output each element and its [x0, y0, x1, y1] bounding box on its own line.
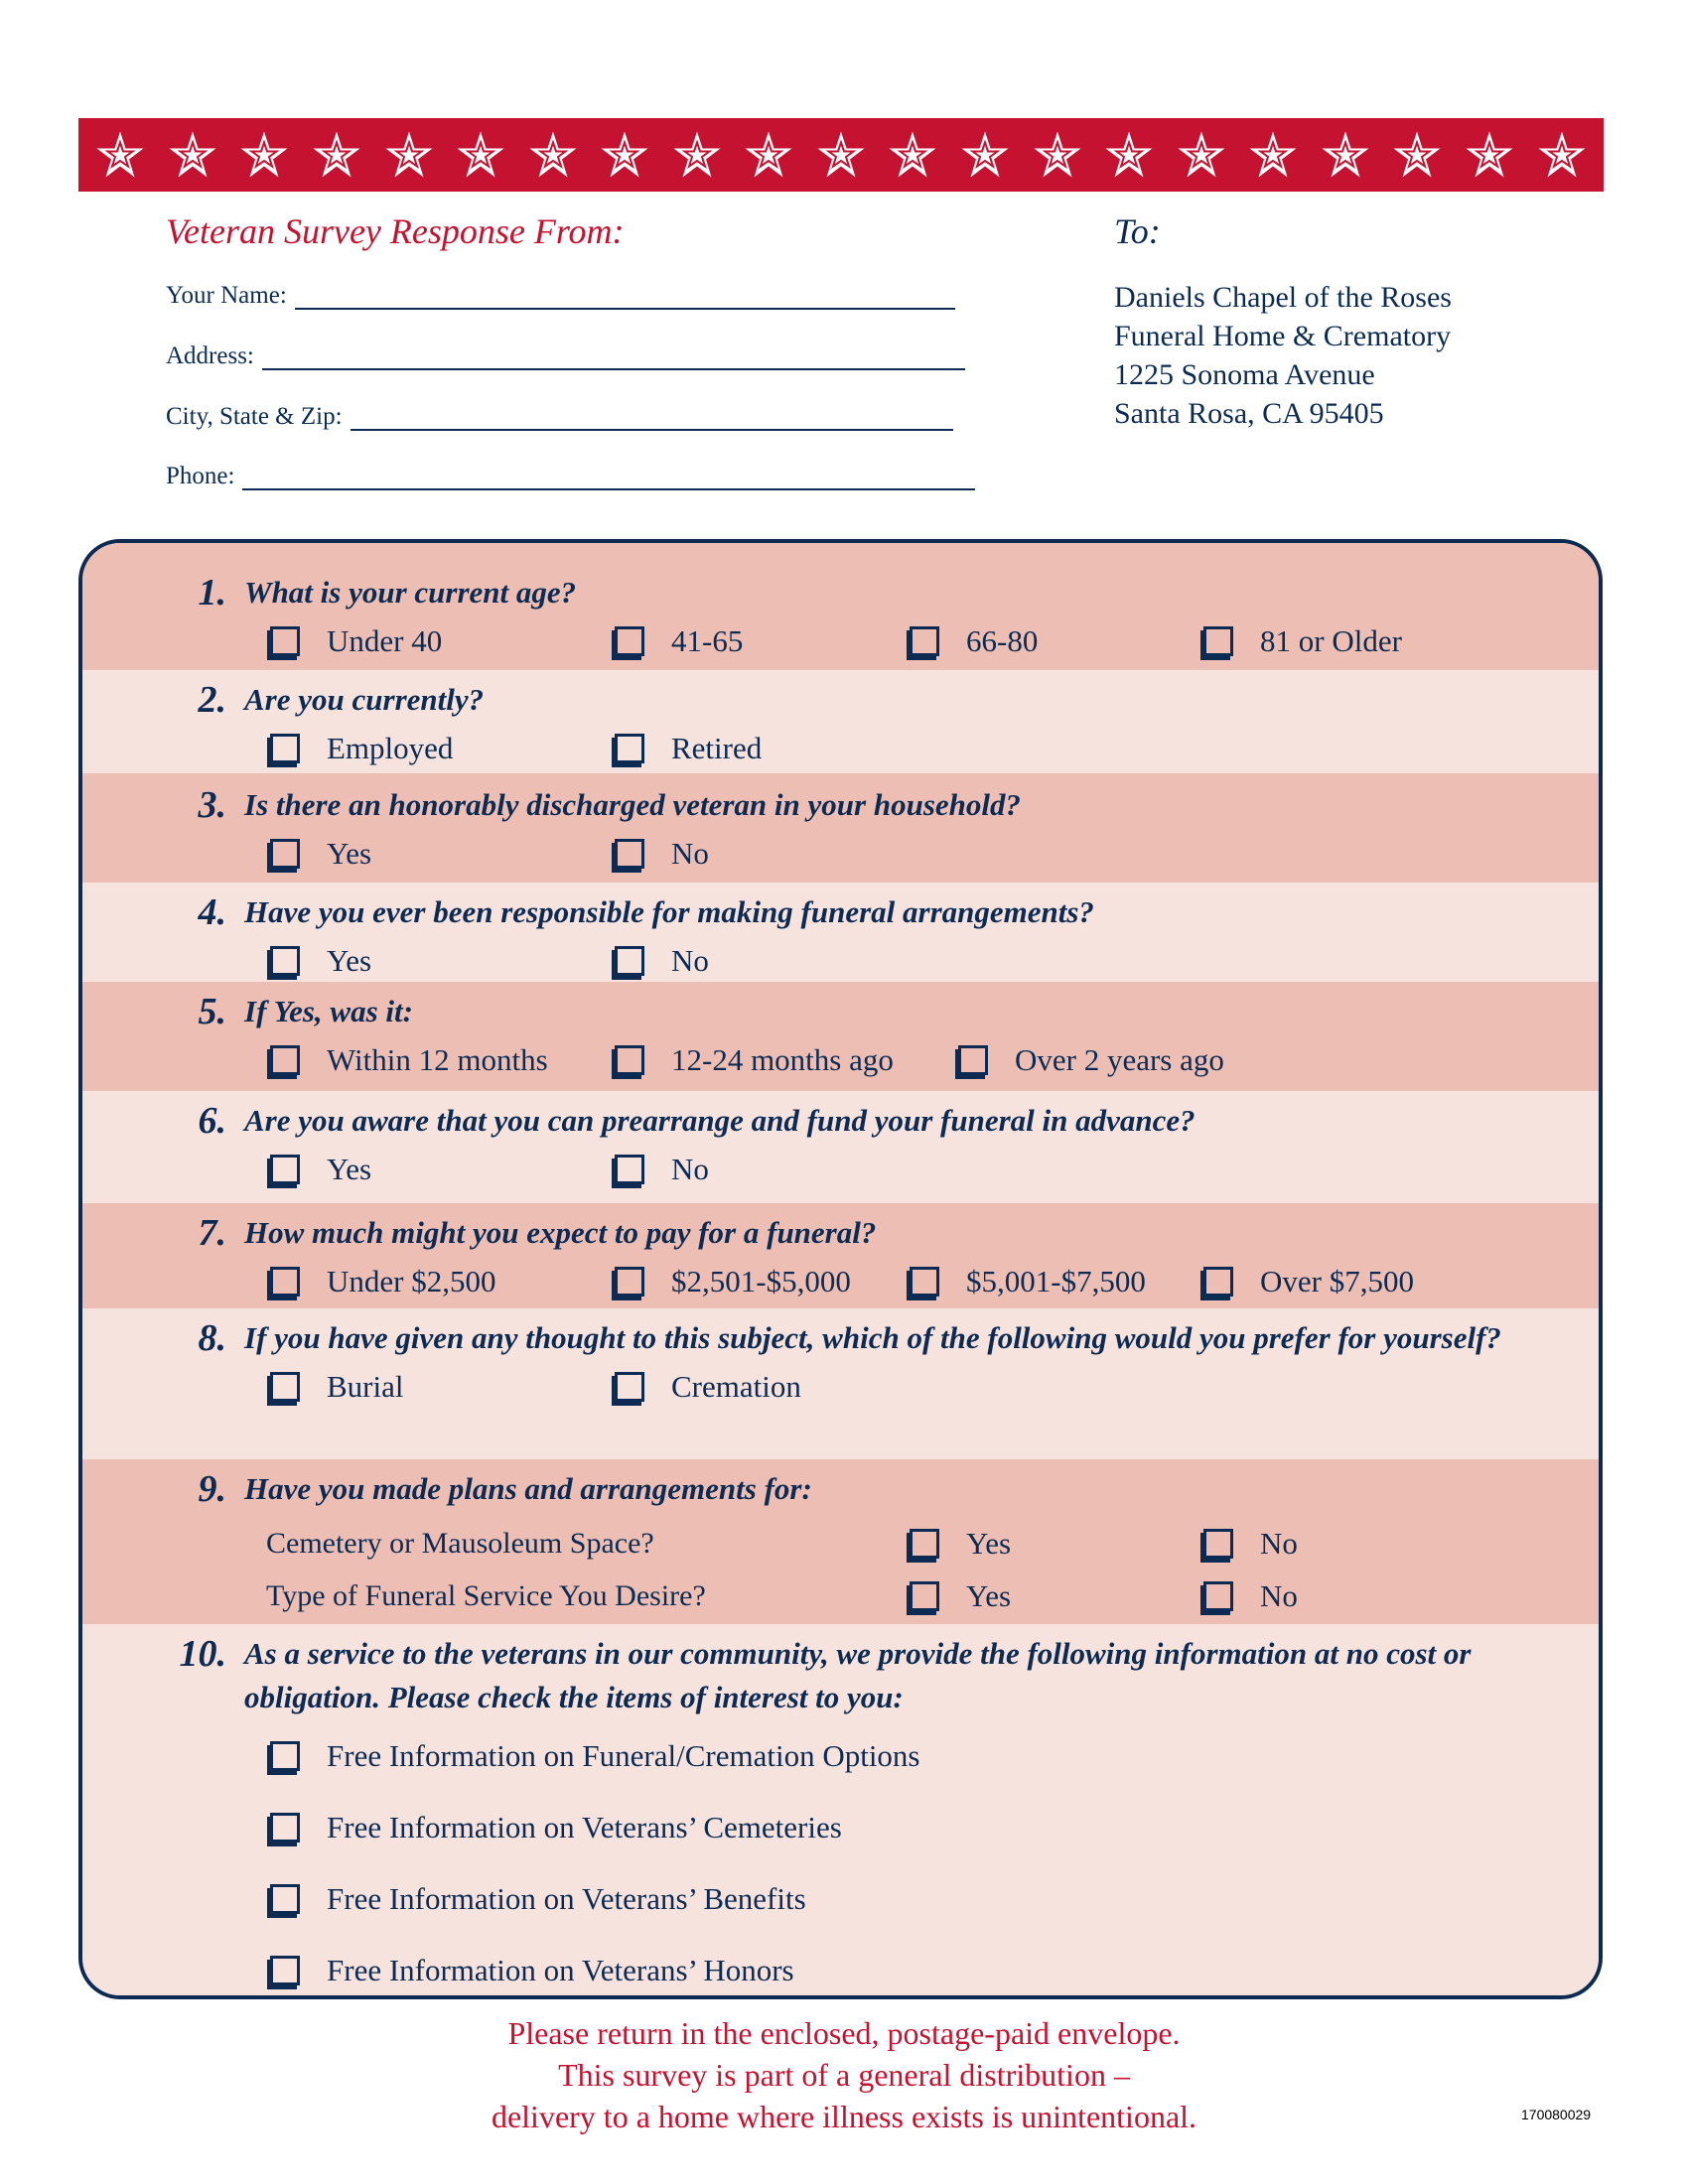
- star-icon: [600, 130, 649, 180]
- option-checkbox[interactable]: [266, 1143, 371, 1195]
- option-label: Yes: [966, 1525, 1012, 1561]
- option-label: Yes: [966, 1577, 1012, 1613]
- option-checkbox[interactable]: [1199, 1255, 1414, 1307]
- question-text: [82, 1467, 1599, 1511]
- question-row: [82, 1624, 1599, 1999]
- phone-field: [166, 463, 975, 490]
- to-title: To:: [1114, 211, 1161, 251]
- checkbox[interactable]: [270, 1372, 300, 1402]
- option-checkbox[interactable]: [611, 1033, 894, 1086]
- option-checkbox[interactable]: [266, 934, 371, 987]
- star-icon: [672, 130, 722, 180]
- option-label: Free Information on Funeral/Cremation Options: [327, 1737, 920, 1773]
- question-number: 9.: [198, 1468, 226, 1510]
- city-state-zip-input[interactable]: [351, 403, 953, 431]
- question-number: 3.: [198, 784, 226, 826]
- address-line: Santa Rosa, CA 95405: [1114, 397, 1384, 430]
- phone-label: Phone:: [166, 463, 235, 489]
- options-line: [82, 1143, 1599, 1195]
- from-title: Veteran Survey Response From:: [166, 211, 625, 251]
- interest-checkbox[interactable]: [266, 1944, 794, 1996]
- option-checkbox[interactable]: [954, 1033, 1224, 1086]
- question-text: [82, 1316, 1599, 1360]
- checkbox[interactable]: [910, 626, 939, 656]
- question-text: [82, 1632, 1599, 1719]
- option-checkbox[interactable]: [266, 722, 453, 774]
- checkbox[interactable]: [270, 1155, 300, 1184]
- city-state-zip-label: City, State & Zip:: [166, 403, 343, 430]
- star-icon: [1177, 130, 1226, 180]
- address-line: Funeral Home & Crematory: [1114, 320, 1452, 352]
- name-field: [166, 282, 955, 310]
- option-label: $2,501-$5,000: [671, 1263, 851, 1298]
- checkbox[interactable]: [270, 1813, 300, 1843]
- checkbox[interactable]: [615, 1372, 644, 1402]
- star-icon: [1392, 130, 1442, 180]
- star-icon: [312, 130, 361, 180]
- checkbox[interactable]: [270, 1884, 300, 1914]
- question-row: [82, 670, 1599, 773]
- option-checkbox[interactable]: [611, 614, 743, 667]
- address-field: [166, 342, 965, 370]
- option-label: Within 12 months: [327, 1041, 548, 1077]
- checkbox[interactable]: [615, 839, 644, 869]
- option-label: No: [671, 835, 709, 871]
- question-label: If you have given any thought to this subject, which of the following would you prefer for yourself?: [244, 1320, 1501, 1355]
- question-number: 4.: [198, 891, 226, 933]
- question-label: As a service to the veterans in our community, we provide the following information at no cost or obligation. Please check the items of interest to you:: [244, 1636, 1472, 1714]
- checkbox[interactable]: [1203, 1267, 1233, 1297]
- option-label: Yes: [327, 1151, 372, 1186]
- star-icon: [1248, 130, 1298, 180]
- question-number: 2.: [198, 679, 226, 721]
- option-label: Under $2,500: [327, 1263, 496, 1298]
- option-checkbox[interactable]: [1199, 614, 1402, 667]
- checkbox[interactable]: [270, 1267, 300, 1297]
- interest-item: [82, 1944, 1599, 1999]
- checkbox[interactable]: [910, 1529, 939, 1559]
- star-icon: [528, 130, 578, 180]
- question-label: Have you made plans and arrangements for:: [244, 1471, 812, 1506]
- option-checkbox[interactable]: [266, 614, 442, 667]
- option-label: No: [1260, 1577, 1298, 1613]
- star-icon: [1465, 130, 1514, 180]
- star-icon: [744, 130, 793, 180]
- option-label: No: [671, 1151, 709, 1186]
- checkbox[interactable]: [1203, 1529, 1233, 1559]
- question-text: [82, 678, 1599, 722]
- star-icon: [95, 130, 145, 180]
- address-line: Daniels Chapel of the Roses: [1114, 281, 1452, 314]
- address-label: Address:: [166, 342, 254, 369]
- option-checkbox[interactable]: [906, 1517, 1011, 1570]
- checkbox[interactable]: [270, 1741, 300, 1771]
- option-checkbox[interactable]: [906, 1570, 1011, 1622]
- option-label: Yes: [327, 835, 372, 871]
- option-checkbox[interactable]: [266, 1255, 495, 1307]
- subquestion-line: [82, 1570, 1599, 1622]
- checkbox[interactable]: [615, 1267, 644, 1297]
- question-number: 8.: [198, 1317, 226, 1359]
- question-number: 6.: [198, 1100, 226, 1142]
- phone-input[interactable]: [242, 463, 975, 490]
- star-banner: [78, 118, 1604, 192]
- question-text: [82, 1099, 1599, 1143]
- question-number: 5.: [198, 991, 226, 1032]
- star-icon: [239, 130, 289, 180]
- option-checkbox[interactable]: [266, 827, 371, 880]
- option-checkbox[interactable]: [611, 1360, 801, 1413]
- question-label: Is there an honorably discharged veteran in your household?: [244, 787, 1021, 822]
- checkbox[interactable]: [910, 1581, 939, 1611]
- question-row: [82, 1308, 1599, 1459]
- question-row: [82, 543, 1599, 670]
- options-line: [82, 1033, 1599, 1086]
- question-label: If Yes, was it:: [244, 994, 413, 1028]
- name-input[interactable]: [295, 282, 955, 310]
- option-checkbox[interactable]: [611, 722, 762, 774]
- star-icon: [168, 130, 217, 180]
- question-label: Have you ever been responsible for making funeral arrangements?: [244, 894, 1094, 929]
- question-text: [82, 1211, 1599, 1255]
- checkbox[interactable]: [1203, 626, 1233, 656]
- star-icon: [456, 130, 505, 180]
- option-label: 12-24 months ago: [671, 1041, 894, 1077]
- options-line: [82, 1255, 1599, 1307]
- address-input[interactable]: [262, 342, 965, 370]
- interest-item: [82, 1801, 1599, 1872]
- option-checkbox[interactable]: [266, 1033, 548, 1086]
- city-state-zip-field: [166, 403, 953, 431]
- star-icon: [816, 130, 866, 180]
- question-label: What is your current age?: [244, 575, 577, 610]
- option-checkbox[interactable]: [906, 1255, 1146, 1307]
- star-icon: [1321, 130, 1370, 180]
- star-icon: [1033, 130, 1082, 180]
- question-row: [82, 1459, 1599, 1624]
- question-number: 7.: [198, 1212, 226, 1254]
- form-code: 170080029: [1521, 2107, 1592, 2122]
- option-label: Over 2 years ago: [1015, 1041, 1224, 1077]
- option-label: Free Information on Veterans’ Benefits: [327, 1880, 806, 1916]
- checkbox[interactable]: [270, 1045, 300, 1075]
- option-checkbox[interactable]: [611, 934, 709, 987]
- subquestion-label: Type of Funeral Service You Desire?: [266, 1578, 706, 1612]
- checkbox[interactable]: [270, 734, 300, 763]
- option-label: Over $7,500: [1260, 1263, 1414, 1298]
- options-line: [82, 827, 1599, 880]
- option-label: Free Information on Veterans’ Cemeteries: [327, 1809, 842, 1844]
- option-checkbox[interactable]: [611, 1143, 709, 1195]
- question-row: [82, 1203, 1599, 1308]
- checkbox[interactable]: [270, 626, 300, 656]
- option-label: 66-80: [966, 622, 1039, 658]
- survey-questions: [78, 539, 1603, 1999]
- question-row: [82, 773, 1599, 883]
- checkbox[interactable]: [615, 1045, 644, 1075]
- question-number: 10.: [179, 1633, 226, 1675]
- checkbox[interactable]: [615, 734, 644, 763]
- checkbox[interactable]: [958, 1045, 988, 1075]
- option-label: Free Information on Veterans’ Honors: [327, 1952, 794, 1987]
- interest-checkbox[interactable]: [266, 1801, 842, 1853]
- option-label: Burial: [327, 1368, 404, 1404]
- interest-item: [82, 1872, 1599, 1944]
- question-text: [82, 890, 1599, 934]
- star-icon: [888, 130, 937, 180]
- name-label: Your Name:: [166, 282, 287, 309]
- option-label: No: [671, 942, 709, 978]
- question-row: [82, 1091, 1599, 1203]
- question-row: [82, 883, 1599, 982]
- question-label: Are you aware that you can prearrange and fund your funeral in advance?: [244, 1103, 1196, 1138]
- recipient-address: [1114, 278, 1452, 433]
- subquestion-label: Cemetery or Mausoleum Space?: [266, 1526, 654, 1560]
- option-label: $5,001-$7,500: [966, 1263, 1146, 1298]
- address-line: 1225 Sonoma Avenue: [1114, 358, 1375, 391]
- question-number: 1.: [198, 572, 226, 614]
- checkbox[interactable]: [270, 1956, 300, 1985]
- option-label: Under 40: [327, 622, 443, 658]
- options-line: [82, 934, 1599, 987]
- option-checkbox[interactable]: [266, 1360, 404, 1413]
- footer-line: This survey is part of a general distribution –: [558, 2057, 1130, 2093]
- checkbox[interactable]: [615, 626, 644, 656]
- options-line: [82, 1360, 1599, 1413]
- checkbox[interactable]: [270, 839, 300, 869]
- footer-note: [0, 2012, 1688, 2137]
- footer-line: Please return in the enclosed, postage-paid envelope.: [507, 2015, 1181, 2051]
- option-checkbox[interactable]: [611, 1255, 851, 1307]
- question-text: [82, 783, 1599, 827]
- options-line: [82, 722, 1599, 774]
- option-label: Employed: [327, 730, 454, 765]
- star-icon: [960, 130, 1010, 180]
- star-icon: [1104, 130, 1154, 180]
- question-label: How much might you expect to pay for a funeral?: [244, 1215, 877, 1250]
- interest-item: [82, 1729, 1599, 1801]
- interest-checkbox[interactable]: [266, 1872, 806, 1925]
- option-checkbox[interactable]: [611, 827, 709, 880]
- option-label: 41-65: [671, 622, 744, 658]
- options-line: [82, 614, 1599, 667]
- question-text: [82, 990, 1599, 1033]
- option-label: 81 or Older: [1260, 622, 1402, 658]
- footer-line: delivery to a home where illness exists is unintentional.: [491, 2099, 1197, 2134]
- option-label: Cremation: [671, 1368, 801, 1404]
- option-checkbox[interactable]: [906, 614, 1038, 667]
- question-text: [82, 571, 1599, 614]
- option-label: Retired: [671, 730, 763, 765]
- checkbox[interactable]: [910, 1267, 939, 1297]
- option-checkbox[interactable]: [1199, 1570, 1298, 1622]
- subquestion-line: [82, 1517, 1599, 1570]
- question-row: [82, 982, 1599, 1091]
- option-label: Yes: [327, 942, 372, 978]
- checkbox[interactable]: [1203, 1581, 1233, 1611]
- checkbox[interactable]: [615, 1155, 644, 1184]
- star-icon: [1537, 130, 1587, 180]
- interest-checkbox[interactable]: [266, 1729, 920, 1782]
- question-label: Are you currently?: [244, 682, 485, 717]
- checkbox[interactable]: [615, 946, 644, 976]
- checkbox[interactable]: [270, 946, 300, 976]
- option-label: No: [1260, 1525, 1298, 1561]
- option-checkbox[interactable]: [1199, 1517, 1298, 1570]
- star-icon: [384, 130, 434, 180]
